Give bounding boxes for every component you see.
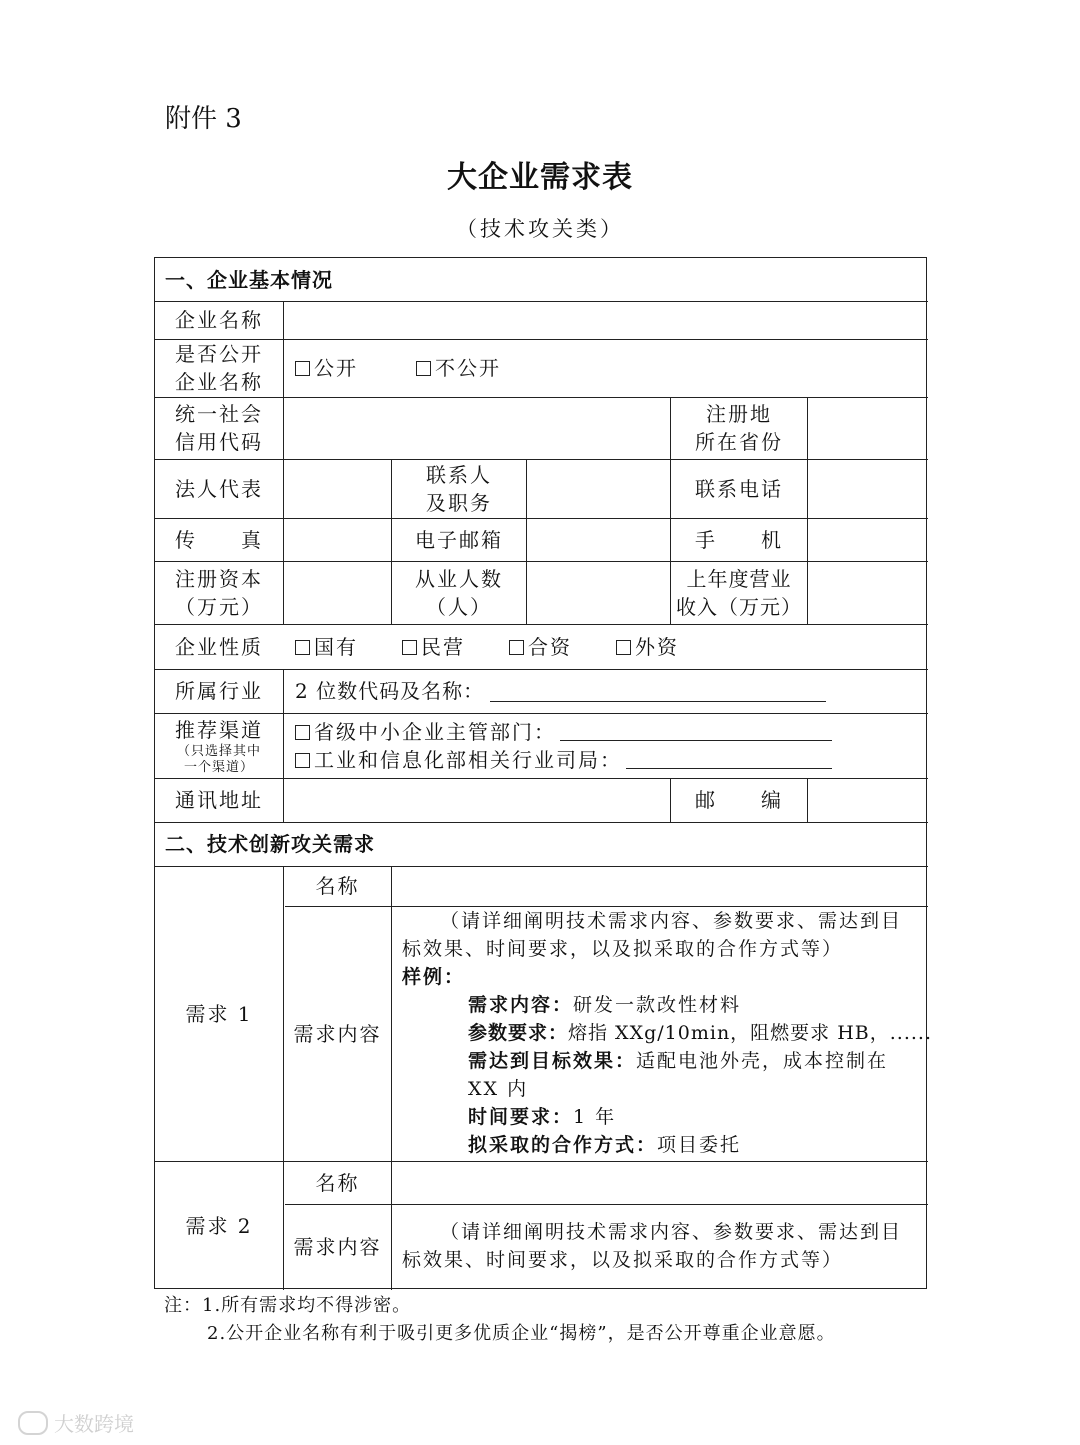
- checkbox-icon: [295, 753, 310, 768]
- option-miit-bureau[interactable]: 工业和信息化部相关行业司局：: [295, 746, 832, 774]
- credit-code-label: 统一社会 信用代码: [175, 402, 263, 454]
- req1-name-field[interactable]: [392, 866, 928, 906]
- sample-list: [402, 991, 932, 1159]
- option-public[interactable]: 公开: [295, 354, 358, 382]
- checkbox-icon: [616, 640, 631, 655]
- sample-item: XX 内: [468, 1078, 529, 1100]
- option-joint-venture[interactable]: 合资: [509, 633, 572, 661]
- postcode-field[interactable]: [808, 778, 928, 822]
- sample-item: 参数要求：熔指 XXg/10min，阻燃要求 HB，......: [468, 1022, 932, 1044]
- option-not-public[interactable]: 不公开: [416, 354, 501, 382]
- requirement-2-label: 需求 2: [185, 1213, 253, 1238]
- sample-heading: 样例：: [402, 966, 466, 988]
- address-field[interactable]: [284, 778, 670, 822]
- industry-prompt: 2 位数代码及名称：: [295, 679, 485, 703]
- sample-item: 时间要求：1 年: [468, 1106, 617, 1128]
- requirement-form-table: [154, 257, 932, 1289]
- checkbox-icon: [509, 640, 524, 655]
- watermark-logo-icon: [18, 1411, 48, 1435]
- watermark: 大数跨境: [18, 1408, 134, 1437]
- capital-label: 注册资本 （万元）: [175, 566, 263, 619]
- email-label: 电子邮箱: [415, 527, 503, 552]
- revenue-label: 上年度营业 收入（万元）: [676, 566, 802, 619]
- address-label: 通讯地址: [175, 788, 263, 812]
- capital-field[interactable]: [284, 561, 391, 624]
- sample-item: 需求内容：研发一款改性材料: [468, 994, 742, 1016]
- instruction-line: （请详细阐明技术需求内容、参数要求、需达到目: [440, 910, 903, 932]
- checkbox-icon: [295, 361, 310, 376]
- page-title: 大企业需求表: [447, 160, 633, 195]
- checkbox-icon: [295, 640, 310, 655]
- section-basic-info-heading: 一、企业基本情况: [165, 267, 333, 292]
- email-field[interactable]: [527, 518, 670, 561]
- requirement-1-label: 需求 1: [185, 1001, 253, 1026]
- checkbox-icon: [416, 361, 431, 376]
- company-name-field[interactable]: [284, 301, 928, 339]
- sample-item: 需达到目标效果：适配电池外壳，成本控制在: [468, 1050, 889, 1072]
- req1-name-label: 名称: [315, 874, 360, 898]
- note-line-2: 2.公开企业名称有利于吸引更多优质企业“揭榜”，是否公开尊重企业意愿。: [207, 1323, 836, 1344]
- instruction-line: 标效果、时间要求，以及拟采取的合作方式等）: [402, 938, 844, 960]
- req1-content-field[interactable]: [402, 907, 932, 1159]
- nature-label: 企业性质: [175, 634, 263, 659]
- option-provincial-dept[interactable]: 省级中小企业主管部门：: [295, 718, 832, 746]
- fax-label: 传 真: [175, 527, 263, 552]
- req1-content-label: 需求内容: [293, 1021, 382, 1046]
- industry-blank[interactable]: [490, 681, 826, 702]
- req2-name-field[interactable]: [392, 1161, 928, 1204]
- miit-bureau-blank[interactable]: [626, 748, 832, 769]
- checkbox-icon: [295, 725, 310, 740]
- attachment-label: 附件 3: [165, 104, 242, 134]
- contact-field[interactable]: [527, 459, 670, 518]
- province-label: 注册地 所在省份: [695, 402, 783, 454]
- note-line-1: 注：1.所有需求均不得涉密。: [164, 1295, 412, 1316]
- phone-label: 联系电话: [695, 476, 783, 501]
- instruction-line: 标效果、时间要求，以及拟采取的合作方式等）: [402, 1249, 844, 1271]
- provincial-dept-blank[interactable]: [560, 720, 832, 741]
- sample-item: 拟采取的合作方式：项目委托: [468, 1134, 742, 1156]
- credit-code-field[interactable]: [284, 397, 670, 459]
- disclose-name-label: 是否公开 企业名称: [175, 342, 263, 394]
- page-subtitle: （技术攻关类）: [456, 217, 624, 241]
- option-private[interactable]: 民营: [402, 633, 465, 661]
- legal-rep-label: 法人代表: [175, 476, 263, 501]
- section-tech-needs-heading: 二、技术创新攻关需求: [165, 832, 375, 856]
- checkbox-icon: [402, 640, 417, 655]
- instruction-line: （请详细阐明技术需求内容、参数要求、需达到目: [440, 1221, 903, 1243]
- option-foreign[interactable]: 外资: [616, 633, 679, 661]
- req2-content-label: 需求内容: [293, 1235, 382, 1259]
- disclose-options: [295, 339, 895, 397]
- mobile-field[interactable]: [808, 518, 928, 561]
- employees-field[interactable]: [527, 561, 670, 624]
- channel-options: [295, 713, 925, 778]
- mobile-label: 手 机: [695, 527, 783, 552]
- industry-label: 所属行业: [175, 679, 263, 703]
- phone-field[interactable]: [808, 459, 928, 518]
- industry-row: [295, 669, 915, 713]
- postcode-label: 邮 编: [695, 788, 783, 812]
- employees-label: 从业人数 （人）: [415, 566, 503, 619]
- contact-label: 联系人 及职务: [426, 462, 492, 515]
- option-state-owned[interactable]: 国有: [295, 633, 358, 661]
- channel-label-cell: 推荐渠道 （只选择其中 一个渠道）: [175, 717, 263, 775]
- req2-content-field[interactable]: [402, 1218, 924, 1274]
- req2-name-label: 名称: [315, 1170, 360, 1195]
- legal-rep-field[interactable]: [284, 459, 391, 518]
- province-field[interactable]: [808, 397, 928, 459]
- fax-field[interactable]: [284, 518, 391, 561]
- channel-label: 推荐渠道: [175, 717, 263, 742]
- company-name-label: 企业名称: [175, 308, 263, 332]
- nature-options: [295, 624, 915, 669]
- revenue-field[interactable]: [808, 561, 928, 624]
